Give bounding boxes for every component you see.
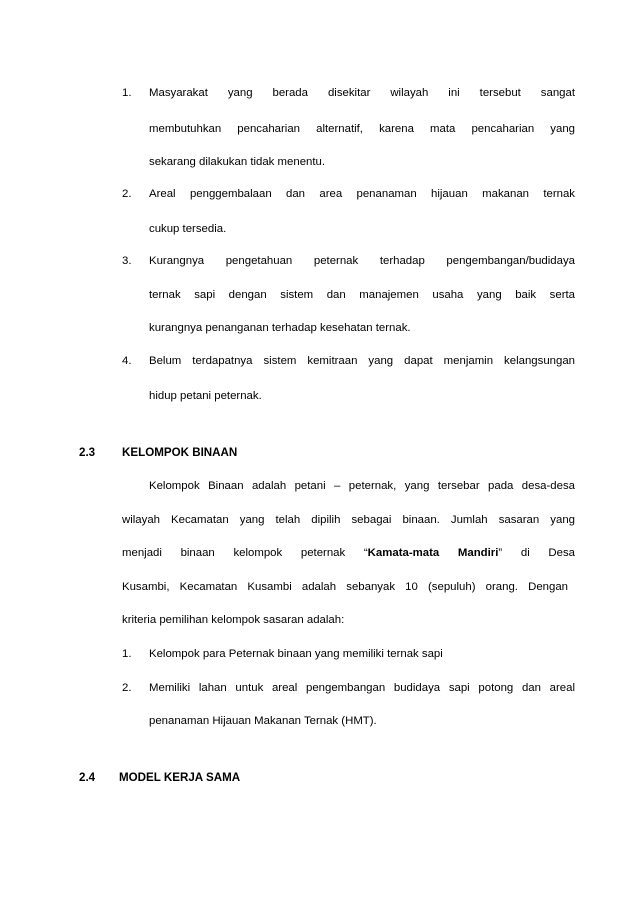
section-number: 2.4 (79, 771, 96, 784)
list-number: 4. (122, 355, 132, 367)
paragraph-line: Kusambi, Kecamatan Kusambi adalah sebanyak 10 (sepuluh) orang. Dengan (122, 581, 569, 593)
paragraph-line (122, 546, 575, 560)
list-item-text: Masyarakat yang berada disekitar wilayah ini tersebut sangat (149, 87, 575, 99)
list-item-text: membutuhkan pencaharian alternatif, karena mata pencaharian yang (149, 123, 575, 135)
list-item-text: Kurangnya pengetahuan peternak terhadap pengembangan/budidaya (149, 255, 575, 267)
paragraph-line: kriteria pemilihan kelompok sasaran adalah: (122, 614, 345, 626)
paragraph-line: Kelompok Binaan adalah petani – peternak, yang tersebar pada desa-desa (149, 480, 575, 492)
list-item-text: kurangnya penanganan terhadap kesehatan ternak. (149, 322, 411, 334)
list-item-text: Areal penggembalaan dan area penanaman hijauan makanan ternak (149, 188, 575, 200)
list-item-text: sekarang dilakukan tidak menentu. (149, 156, 326, 168)
group-name: Kamata-mata Mandiri (367, 547, 499, 559)
list-item-text: hidup petani peternak. (149, 390, 262, 402)
list-item-text: cukup tersedia. (149, 223, 227, 235)
list-number: 3. (122, 255, 132, 267)
list-number: 1. (122, 87, 132, 99)
paragraph-text: ” di Desa (498, 547, 575, 559)
section-number: 2.3 (79, 446, 96, 459)
section-title: MODEL KERJA SAMA (119, 771, 241, 784)
list-item-text: Belum terdapatnya sistem kemitraan yang dapat menjamin kelangsungan (149, 355, 575, 367)
paragraph-text: menjadi binaan kelompok peternak “ (122, 547, 368, 559)
list-number: 2. (122, 188, 132, 200)
paragraph-line: wilayah Kecamatan yang telah dipilih sebagai binaan. Jumlah sasaran yang (122, 514, 575, 526)
list-item-text: Memiliki lahan untuk areal pengembangan budidaya sapi potong dan areal (149, 682, 575, 694)
list-item-text: Kelompok para Peternak binaan yang memiliki ternak sapi (149, 648, 443, 660)
list-number: 2. (122, 682, 132, 694)
list-number: 1. (122, 648, 132, 660)
list-item-text: ternak sapi dengan sistem dan manajemen usaha yang baik serta (149, 289, 575, 301)
section-title: KELOMPOK BINAAN (122, 446, 238, 459)
list-item-text: penanaman Hijauan Makanan Ternak (HMT). (149, 715, 377, 727)
